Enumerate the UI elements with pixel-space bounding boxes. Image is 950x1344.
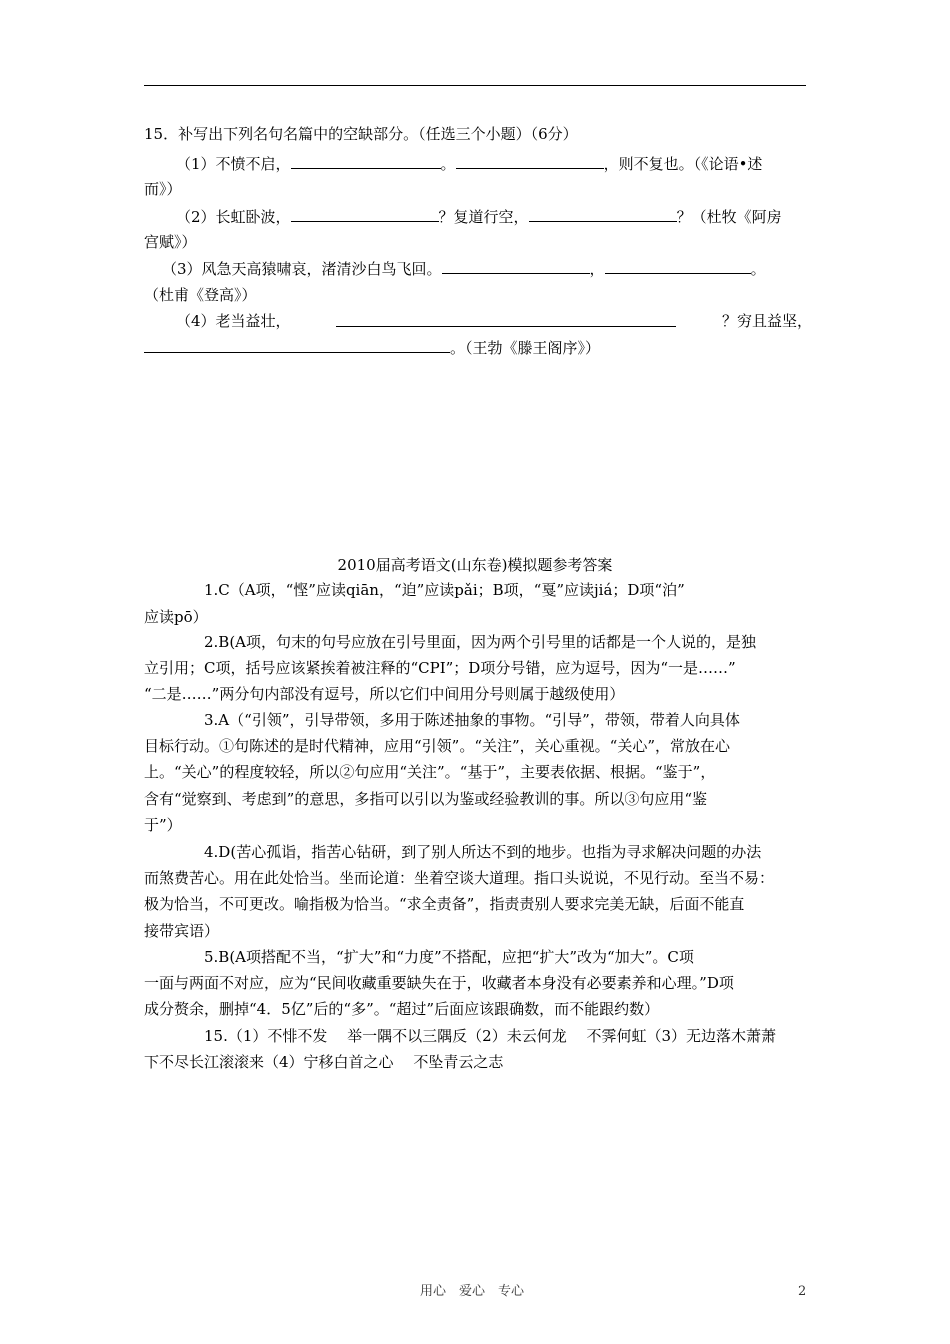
answer-line: 含有“觉察到、考虑到”的意思，多指可以引以为鉴或经验教训的事。所以③句应用“鉴	[144, 790, 708, 808]
q15-item3-text: ，	[589, 260, 605, 278]
page-number: 2	[798, 1284, 807, 1299]
answer-line: 极为恰当，不可更改。喻指极为恰当。“求全责备”，指责责别人要求完美无缺，后面不能直	[144, 895, 745, 913]
q15-item4-cont	[144, 337, 600, 358]
answer-blank[interactable]	[336, 311, 676, 327]
answer-line: 2.B(A项，句末的句号应放在引号里面，因为两个引号里的话都是一个人说的，是独	[204, 633, 757, 651]
answer-blank[interactable]	[605, 258, 751, 274]
answer-line: 接带宾语）	[144, 922, 220, 940]
q15-item4	[176, 311, 812, 331]
q15-item2-cont: 宫赋》）	[144, 233, 197, 251]
answer-line: 而煞费苦心。用在此处恰当。坐而论道：坐着空谈大道理。指口头说说，不见行动。至当不易：	[144, 869, 775, 887]
answer-blank[interactable]	[529, 206, 677, 222]
answer-line: 一面与两面不对应，应为“民间收藏重要缺失在于，收藏者本身没有必要素养和心理。”D项	[144, 974, 734, 992]
q15-item2-text: ？复道行空，	[438, 208, 529, 226]
answer-blank[interactable]	[291, 206, 439, 222]
answer-line: 下不尽长江滚滚来（4）宁移白首之心 不坠青云之志	[144, 1053, 504, 1071]
q15-item1-text: （1）不愤不启，	[176, 155, 291, 173]
header-rule	[144, 85, 806, 86]
answer-line: 于”）	[144, 816, 182, 834]
answer-line: 立引用；C项，括号应该紧挨着被注释的“CPI”；D项分号错，应为逗号，因为“一是……”	[144, 659, 736, 677]
answer-line: 上。“关心”的程度较轻，所以②句应用“关注”。“基于”，主要表依据、根据。“鉴于”，	[144, 763, 716, 781]
answer-line: 目标行动。①句陈述的是时代精神，应用“引领”。“关注”，关心重视。“关心”，常放在心	[144, 737, 731, 755]
q15-item2	[176, 206, 782, 227]
q15-item3-text: （3）风急天高猿啸哀，渚清沙白鸟飞回。	[162, 260, 442, 278]
answer-line: 1.C（A项，“悭”应读qiān，“迫”应读pǎi；B项，“戛”应读jiá；D项“泊”	[204, 581, 685, 599]
answer-line: 成分赘余，删掉“4．5亿”后的“多”。“超过”后面应该跟确数，而不能跟约数）	[144, 1000, 660, 1018]
answers-title: 2010届高考语文(山东卷)模拟题参考答案	[337, 556, 613, 574]
answer-line: 4.D(苦心孤诣，指苦心钻研，到了别人所达不到的地步。也指为寻求解决问题的办法	[204, 843, 762, 861]
answer-line: 15.（1）不悱不发 举一隅不以三隅反（2）未云何龙 不霁何虹（3）无边落木萧萧	[204, 1027, 777, 1045]
q15-item3	[162, 258, 766, 279]
answer-line: 5.B(A项搭配不当，“扩大”和“力度”不搭配，应把“扩大”改为“加大”。C项	[204, 948, 694, 966]
footer-motto: 用心 爱心 专心	[420, 1284, 525, 1299]
q15-title: 15．补写出下列名句名篇中的空缺部分。（任选三个小题）（6分）	[144, 125, 578, 143]
q15-item4-text: 。（王勃《滕王阁序》）	[450, 339, 601, 357]
q15-item1-text: 。	[440, 155, 456, 173]
q15-item2-text: （2）长虹卧波，	[176, 208, 291, 226]
q15-item1-text: ，则不复也。（《论语•述	[603, 155, 763, 173]
q15-item2-text: ？（杜牧《阿房	[676, 208, 782, 226]
q15-item1-cont: 而》）	[144, 180, 182, 198]
answer-blank[interactable]	[144, 337, 450, 353]
q15-item1	[176, 153, 762, 174]
answer-blank[interactable]	[291, 153, 441, 169]
q15-item3-cont: （杜甫《登高》）	[144, 286, 257, 304]
answer-line: 3.A（“引领”，引导带领，多用于陈述抽象的事物。“引导”，带领，带着人向具体	[204, 711, 740, 729]
answer-blank[interactable]	[442, 258, 590, 274]
q15-item3-text: 。	[750, 260, 766, 278]
q15-item4-text: ？穷且益坚，	[721, 312, 812, 330]
q15-item4-text: （4）老当益壮，	[176, 312, 291, 330]
answer-line: 应读pō）	[144, 608, 208, 626]
answer-line: “二是……”两分句内部没有逗号，所以它们中间用分号则属于越级使用）	[144, 685, 625, 703]
answer-blank[interactable]	[456, 153, 604, 169]
